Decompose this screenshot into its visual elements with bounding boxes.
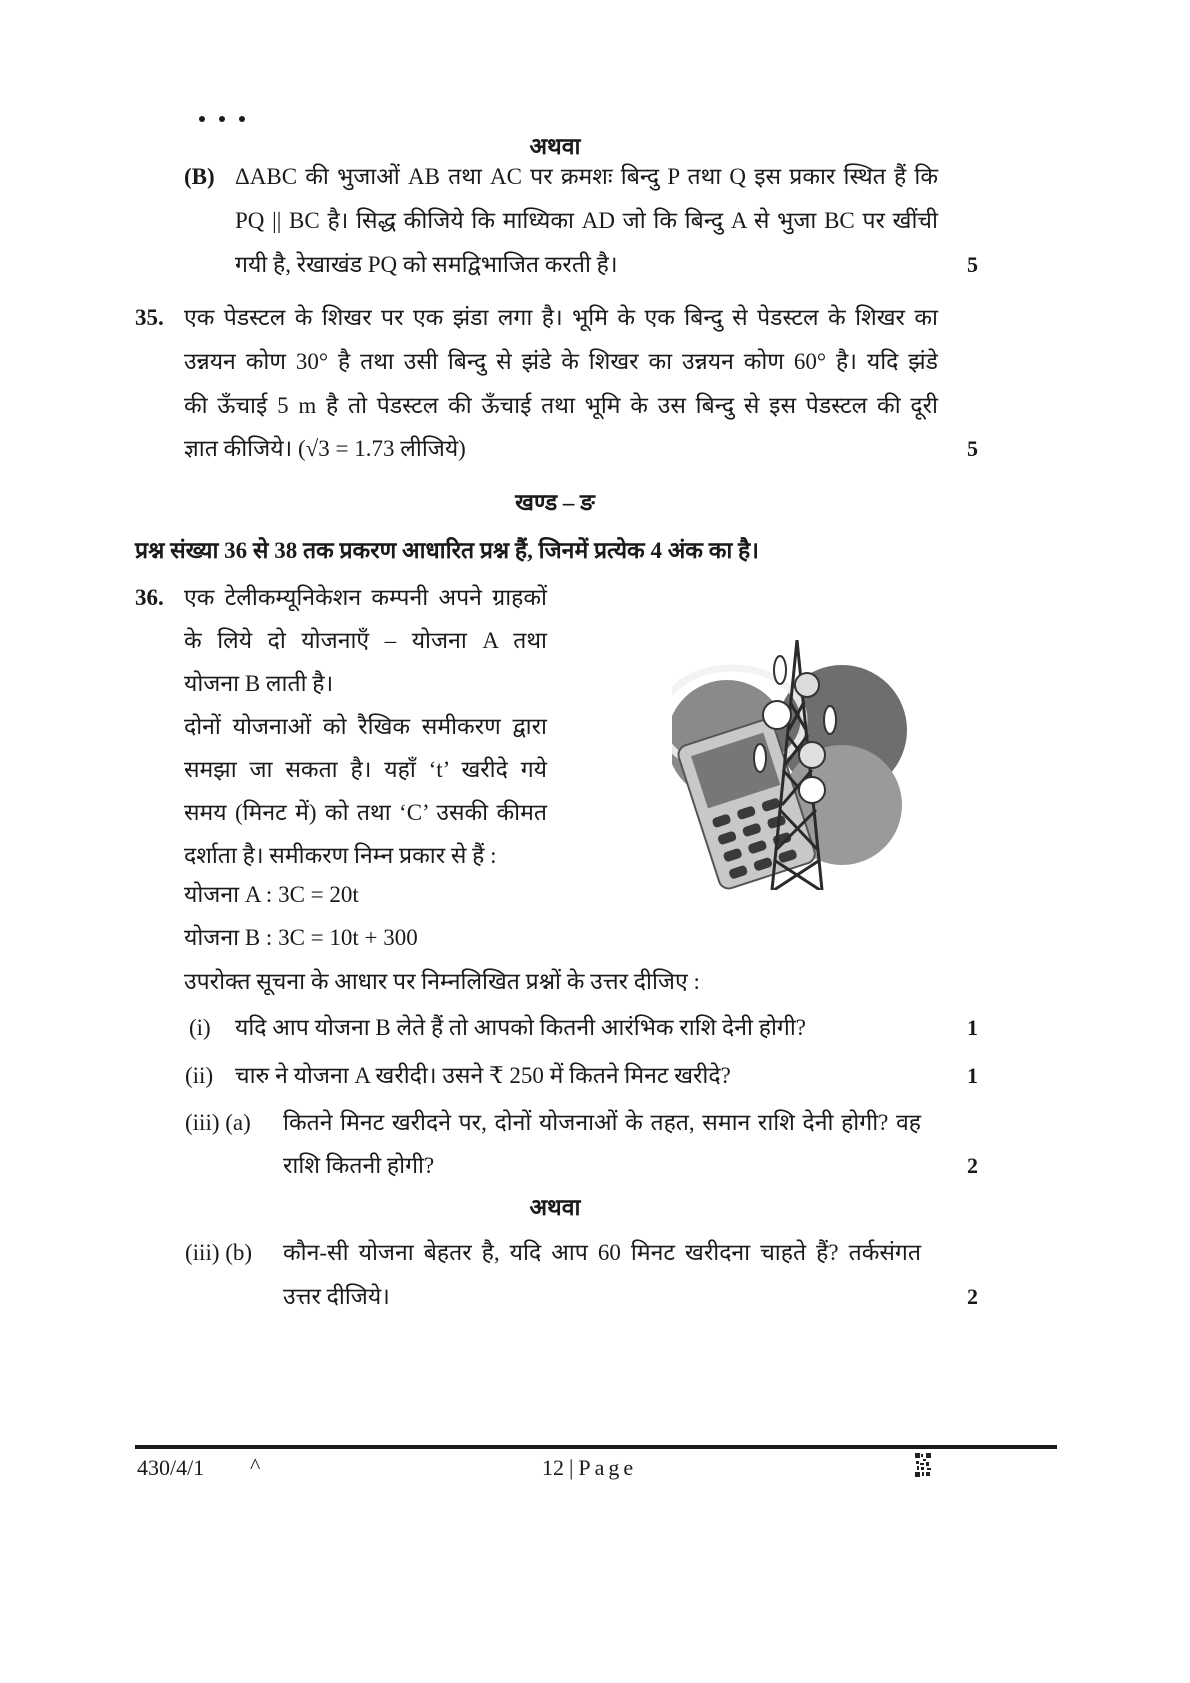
question-text-line: दर्शाता है। समीकरण निम्न प्रकार से हैं :: [184, 843, 497, 868]
dot: [219, 116, 225, 122]
dot: [199, 116, 205, 122]
telecom-tower-phone-icon: [672, 640, 922, 890]
question-text-line: समय (मिनट में) को तथा ‘C’ उसकी कीमत: [184, 800, 547, 825]
plan-b-equation: योजना B : 3C = 10t + 300: [184, 925, 418, 950]
marks: 2: [967, 1284, 978, 1309]
subpart-label: (ii): [185, 1063, 214, 1088]
plan-a-equation: योजना A : 3C = 20t: [184, 882, 359, 907]
question-text-line: दोनों योजनाओं को रैखिक समीकरण द्वारा: [184, 714, 547, 739]
subpart-label: (iii) (b): [185, 1240, 253, 1265]
question-prompt: उपरोक्त सूचना के आधार पर निम्नलिखित प्रश्नों के उत्तर दीजिए :: [184, 969, 700, 994]
question-text-line: के लिये दो योजनाएँ – योजना A तथा: [184, 628, 547, 653]
question-number: 35.: [135, 305, 164, 330]
question-text-line: उन्नयन कोण 30° है तथा उसी बिन्दु से झंडे के शिखर का उन्नयन कोण 60° है। यदि झंडे: [184, 349, 938, 374]
question-part-label: (B): [184, 164, 215, 189]
subpart-text: कौन-सी योजना बेहतर है, यदि आप 60 मिनट खरीदना चाहते हैं? तर्कसंगत: [283, 1240, 921, 1265]
subpart-text: कितने मिनट खरीदने पर, दोनों योजनाओं के तहत, समान राशि देनी होगी? वह: [283, 1110, 921, 1135]
marks: 1: [967, 1063, 978, 1088]
question-text-line: गयी है, रेखाखंड PQ को समद्विभाजित करती है।: [235, 252, 618, 277]
subpart-text: यदि आप योजना B लेते हैं तो आपको कितनी आरंभिक राशि देनी होगी?: [235, 1015, 807, 1040]
question-text-line: एक पेडस्टल के शिखर पर एक झंडा लगा है। भूमि के एक बिन्दु से पेडस्टल के शिखर का: [184, 305, 938, 330]
question-text-line: PQ || BC है। सिद्ध कीजिये कि माध्यिका AD जो कि बिन्दु A से भुजा BC पर खींची: [235, 208, 938, 233]
subpart-label: (i): [189, 1015, 211, 1040]
subpart-text: राशि कितनी होगी?: [283, 1153, 435, 1178]
question-text-line: ज्ञात कीजिये। (√3 = 1.73 लीजिये): [184, 436, 466, 461]
question-text-line: समझा जा सकता है। यहाँ ‘t’ खरीदे गये: [184, 757, 547, 782]
dot: [239, 116, 245, 122]
subpart-text: चारु ने योजना A खरीदी। उसने ₹ 250 में कितने मिनट खरीदे?: [235, 1063, 731, 1088]
page-number: 12: [542, 1455, 564, 1480]
question-text-line: की ऊँचाई 5 m है तो पेडस्टल की ऊँचाई तथा भूमि के उस बिन्दु से इस पेडस्टल की दूरी: [184, 393, 938, 418]
section-title: खण्ड – ङ: [515, 490, 595, 515]
subpart-label: (iii) (a): [185, 1110, 251, 1135]
footer-divider: [135, 1445, 1057, 1449]
page-label: Page: [578, 1455, 638, 1480]
section-instruction: प्रश्न संख्या 36 से 38 तक प्रकरण आधारित प्रश्न हैं, जिनमें प्रत्येक 4 अंक का है।: [135, 538, 759, 563]
question-text-line: ΔABC की भुजाओं AB तथा AC पर क्रमशः बिन्दु P तथा Q इस प्रकार स्थित हैं कि: [235, 164, 938, 189]
or-heading: अथवा: [529, 134, 581, 159]
question-text-line: योजना B लाती है।: [184, 671, 334, 696]
question-text-line: एक टेलीकम्यूनिकेशन कम्पनी अपने ग्राहकों: [184, 585, 547, 610]
question-number: 36.: [135, 585, 164, 610]
page-indicator: 12 | Page: [542, 1455, 638, 1480]
telecom-illustration: [672, 640, 922, 890]
paper-code: 430/4/1: [137, 1455, 205, 1480]
qr-code-icon: [915, 1453, 931, 1477]
caret-mark: ^: [250, 1453, 261, 1478]
marks: 1: [967, 1015, 978, 1040]
or-heading: अथवा: [529, 1195, 581, 1220]
continuation-marker: [199, 116, 245, 122]
marks: 2: [967, 1153, 978, 1178]
subpart-text: उत्तर दीजिये।: [283, 1284, 390, 1309]
marks: 5: [967, 436, 978, 461]
marks: 5: [967, 252, 978, 277]
